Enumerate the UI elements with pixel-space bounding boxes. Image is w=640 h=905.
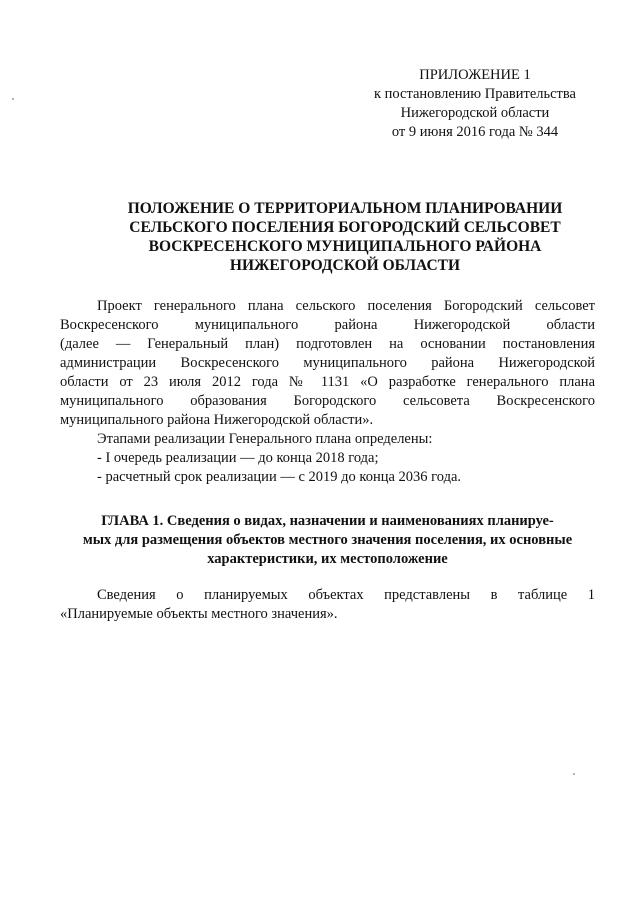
title-line: СЕЛЬСКОГО ПОСЕЛЕНИЯ БОГОРОДСКИЙ СЕЛЬСОВЕТ <box>129 219 561 236</box>
intro-paragraph <box>60 297 595 430</box>
chapter-line: ГЛАВА 1. Сведения о видах, назначении и наименованиях планируе- <box>101 513 554 529</box>
paragraph-line: муниципального образования Богородского сельсовета Воскресенского <box>60 393 595 409</box>
document-title <box>110 199 580 275</box>
paragraph-line: Сведения о планируемых объектах представлены в таблице 1 <box>97 587 595 603</box>
stage-item: - I очередь реализации — до конца 2018 года; <box>97 450 379 466</box>
chapter-heading <box>60 512 595 569</box>
paragraph-line: Проект генерального плана сельского поселения Богородский сельсовет <box>97 298 595 314</box>
chapter-line: мых для размещения объектов местного значения поселения, их основные <box>82 532 573 548</box>
info-paragraph <box>60 586 595 624</box>
appendix-header <box>355 66 595 142</box>
title-line: ВОСКРЕСЕНСКОГО МУНИЦИПАЛЬНОГО РАЙОНА <box>148 238 542 255</box>
chapter-line: характеристики, их местоположение <box>207 551 448 567</box>
paragraph-line: (далее — Генеральный план) подготовлен на основании постановления <box>60 336 595 352</box>
paragraph-line: администрации Воскресенского муниципального района Нижегородской <box>60 355 595 371</box>
paragraph-line: муниципального района Нижегородской области». <box>60 412 374 428</box>
paragraph-line: области от 23 июля 2012 года № 1131 «О разработке генерального плана <box>60 374 595 390</box>
title-line: ПОЛОЖЕНИЕ О ТЕРРИТОРИАЛЬНОМ ПЛАНИРОВАНИИ <box>127 200 563 217</box>
appendix-date-number: от 9 июня 2016 года № 344 <box>391 124 559 140</box>
appendix-resolution-ref: к постановлению Правительства <box>374 86 576 102</box>
scan-speck <box>573 773 575 775</box>
paragraph-line: Воскресенского муниципального района Нижегородской области <box>60 317 595 333</box>
scan-speck <box>12 98 14 100</box>
appendix-label: ПРИЛОЖЕНИЕ 1 <box>419 67 531 83</box>
title-line: НИЖЕГОРОДСКОЙ ОБЛАСТИ <box>229 257 461 274</box>
stages-intro: Этапами реализации Генерального плана определены: <box>97 431 433 447</box>
stage-item: - расчетный срок реализации — с 2019 до конца 2036 года. <box>97 469 462 485</box>
appendix-region: Нижегородской области <box>400 105 550 121</box>
paragraph-line: «Планируемые объекты местного значения». <box>60 606 338 622</box>
stages-paragraph <box>60 430 595 487</box>
